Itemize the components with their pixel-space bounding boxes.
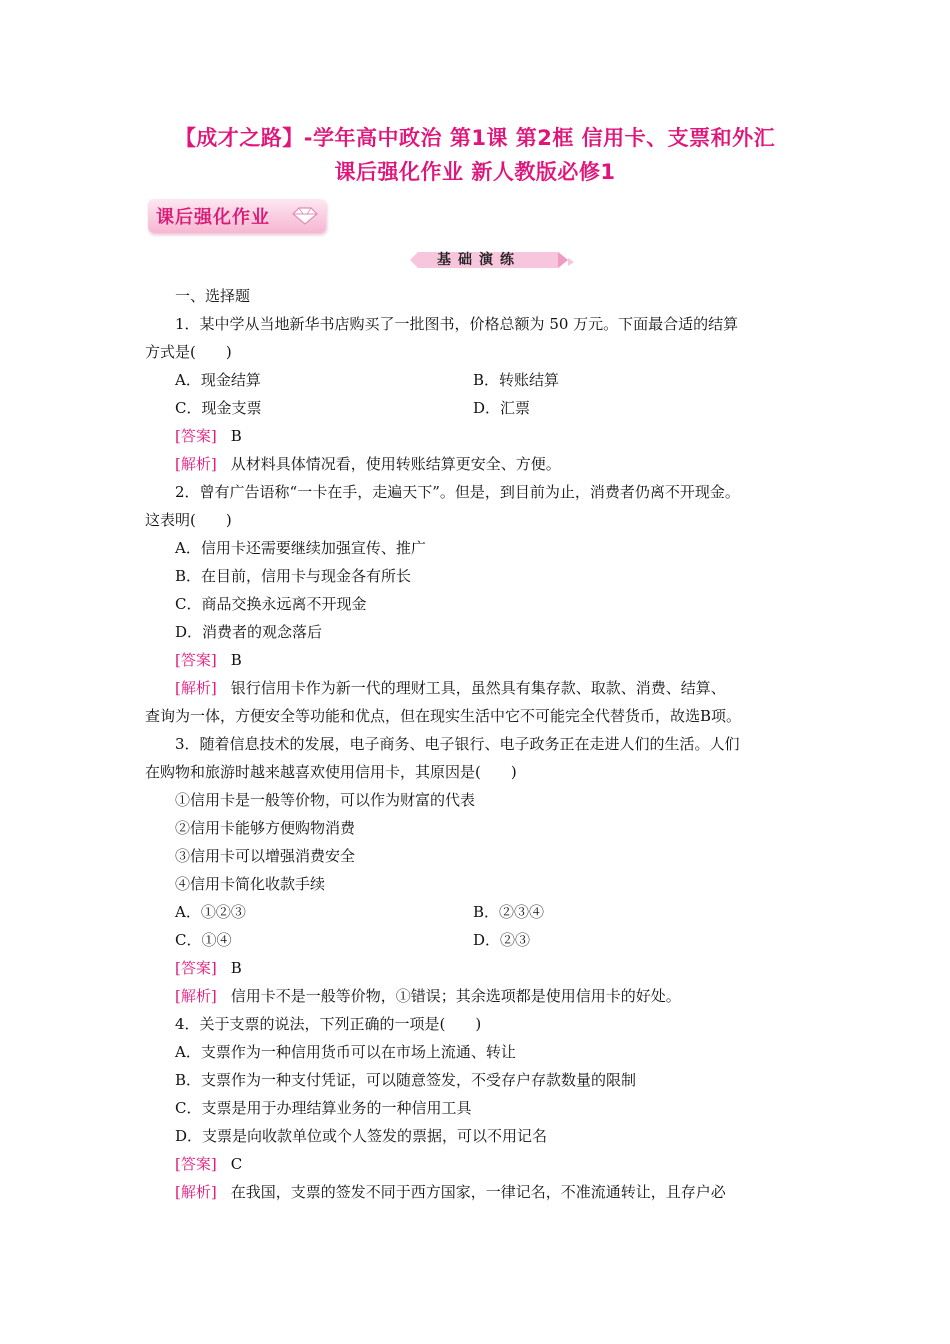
question-3-answer	[145, 954, 815, 982]
question-2-analysis-cont: 查询为一体，方便安全等功能和优点，但在现实生活中它不可能完全代替货币，故选B项。	[145, 707, 742, 725]
question-3-options-row	[145, 926, 815, 954]
option: D．消费者的观念落后	[175, 623, 323, 641]
question-2-stem: 2．曾有广告语称“一卡在手，走遍天下”。但是，到目前为止，消费者仍离不开现金。	[175, 483, 740, 501]
statement: ①信用卡是一般等价物，可以作为财富的代表	[175, 791, 476, 809]
answer-value: B	[230, 959, 242, 977]
option: B．②③④	[473, 903, 545, 921]
question-2-stem-cont: 这表明( )	[145, 511, 232, 529]
question-4-analysis	[145, 1178, 815, 1206]
analysis-text: 从材料具体情况看，使用转账结算更安全、方便。	[230, 455, 561, 473]
answer-tag: [答案]	[175, 1155, 217, 1173]
question-1-options-row	[145, 366, 815, 394]
statement: ③信用卡可以增强消费安全	[175, 847, 356, 865]
question-2-answer	[145, 646, 815, 674]
statement: ④信用卡简化收款手续	[175, 875, 326, 893]
question-4-stem: 4．关于支票的说法，下列正确的一项是( )	[175, 1015, 482, 1033]
document-title-line1: 【成才之路】-学年高中政治 第1课 第2框 信用卡、支票和外汇	[174, 126, 776, 150]
option: A．支票作为一种信用货币可以在市场上流通、转让	[175, 1043, 516, 1061]
question-3-stem: 3．随着信息技术的发展，电子商务、电子银行、电子政务正在走进人们的生活。人们	[175, 735, 740, 753]
section-banner	[408, 249, 574, 271]
question-1-analysis	[145, 450, 815, 478]
homework-banner	[148, 199, 326, 233]
homework-banner-label: 课后强化作业	[156, 207, 270, 228]
analysis-text: 信用卡不是一般等价物，①错误；其余选项都是使用信用卡的好处。	[230, 987, 681, 1005]
answer-value: B	[230, 651, 242, 669]
question-2-analysis	[145, 674, 815, 702]
option: A．现金结算	[175, 371, 261, 389]
option: D．支票是向收款单位或个人签发的票据，可以不用记名	[175, 1127, 548, 1145]
option: B．在目前，信用卡与现金各有所长	[175, 567, 412, 585]
question-1-options-row	[145, 394, 815, 422]
option: C．①④	[175, 931, 232, 949]
analysis-tag: [解析]	[175, 987, 217, 1005]
question-3-stem-cont: 在购物和旅游时越来越喜欢使用信用卡，其原因是( )	[145, 763, 517, 781]
answer-tag: [答案]	[175, 651, 217, 669]
analysis-text: 银行信用卡作为新一代的理财工具，虽然具有集存款、取款、消费、结算、	[230, 679, 726, 697]
option: B．支票作为一种支付凭证，可以随意签发，不受存户存款数量的限制	[175, 1071, 637, 1089]
part-label: 一、选择题	[175, 287, 251, 305]
answer-tag: [答案]	[175, 427, 217, 445]
option: D．②③	[473, 931, 531, 949]
question-1-answer	[145, 422, 815, 450]
analysis-text: 在我国，支票的签发不同于西方国家，一律记名，不准流通转让，且存户必	[230, 1183, 726, 1201]
option: C．支票是用于办理结算业务的一种信用工具	[175, 1099, 472, 1117]
diamond-icon	[290, 206, 320, 230]
option: C．商品交换永远离不开现金	[175, 595, 367, 613]
option: D．汇票	[473, 399, 531, 417]
answer-tag: [答案]	[175, 959, 217, 977]
option: A．①②③	[175, 903, 246, 921]
analysis-tag: [解析]	[175, 679, 217, 697]
analysis-tag: [解析]	[175, 1183, 217, 1201]
section-label: 基础演练	[437, 252, 521, 268]
document-title-line2: 课后强化作业 新人教版必修1	[334, 160, 616, 184]
question-4-answer	[145, 1150, 815, 1178]
option: C．现金支票	[175, 399, 262, 417]
statement: ②信用卡能够方便购物消费	[175, 819, 356, 837]
question-3-analysis	[145, 982, 815, 1010]
option: A．信用卡还需要继续加强宣传、推广	[175, 539, 426, 557]
document-body	[145, 282, 815, 1206]
answer-value: B	[230, 427, 242, 445]
analysis-tag: [解析]	[175, 455, 217, 473]
option: B．转账结算	[473, 371, 560, 389]
question-1-stem: 1．某中学从当地新华书店购买了一批图书，价格总额为 50 万元。下面最合适的结算	[175, 315, 739, 333]
question-1-stem-cont: 方式是( )	[145, 343, 232, 361]
question-3-options-row	[145, 898, 815, 926]
answer-value: C	[230, 1155, 243, 1173]
